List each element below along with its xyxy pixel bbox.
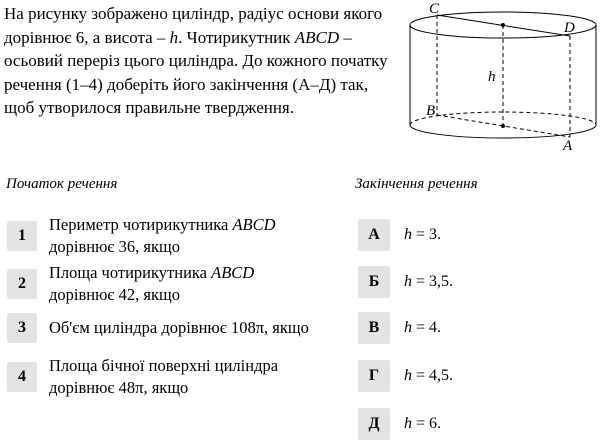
bottom-center [501,124,505,128]
end-text-a: h = 3. [404,226,442,243]
problem-text-3: – осьовий переріз цього циліндра. До кожного початку речення (1–4) доберіть його закінчення (А–Д) так, щоб утворилося правильне твердження. [4,27,388,117]
end-column-header: Закінчення речення [355,176,478,192]
start-row-3 [7,313,309,343]
start-row-1 [7,214,276,258]
start-number-2: 2 [7,269,37,299]
end-row-v [358,312,441,344]
label-a: A [563,138,573,154]
end-text-d: h = 6. [404,415,442,432]
start-number-1: 1 [7,221,37,251]
end-row-g [358,360,453,392]
end-letter-a: А [358,219,390,251]
end-text-b: h = 3,5. [404,273,454,290]
end-letter-g: Г [358,360,390,392]
start-text-1: Периметр чотирикутника ABCD дорівнює 36, якщо [49,215,276,256]
top-center [501,23,505,27]
start-text-3: Об'єм циліндра дорівнює 108π, якщо [49,318,309,337]
end-text-g: h = 4,5. [404,367,454,384]
label-h: h [488,69,496,85]
end-row-b [358,266,453,298]
problem-text-2: . Чотирикутник [178,27,295,47]
start-text-2: Площа чотирикутника ABCD дорівнює 42, якщо [49,263,255,304]
start-row-4 [7,355,278,399]
problem-statement [4,2,396,120]
end-letter-v: В [358,312,390,344]
end-letter-d: Д [358,408,390,440]
end-letter-b: Б [358,266,390,298]
start-row-2 [7,262,254,306]
start-number-4: 4 [7,362,37,392]
quadrilateral-variable: ABCD [294,27,340,47]
start-number-3: 3 [7,313,37,343]
end-text-v: h = 4. [404,319,442,336]
label-c: C [429,1,440,17]
label-b: B [426,103,436,119]
start-column-header: Початок речення [6,176,118,192]
end-row-a [358,219,441,251]
label-d: D [564,20,575,36]
problem-text-1: На рисунку зображено циліндр, радіус основи якого дорівнює 6, а висота – [4,4,383,47]
cylinder-figure [400,0,600,160]
start-text-4: Площа бічної поверхні циліндра дорівнює 48π, якщо [49,356,279,397]
end-row-d [358,408,441,440]
height-variable: h [169,27,179,47]
